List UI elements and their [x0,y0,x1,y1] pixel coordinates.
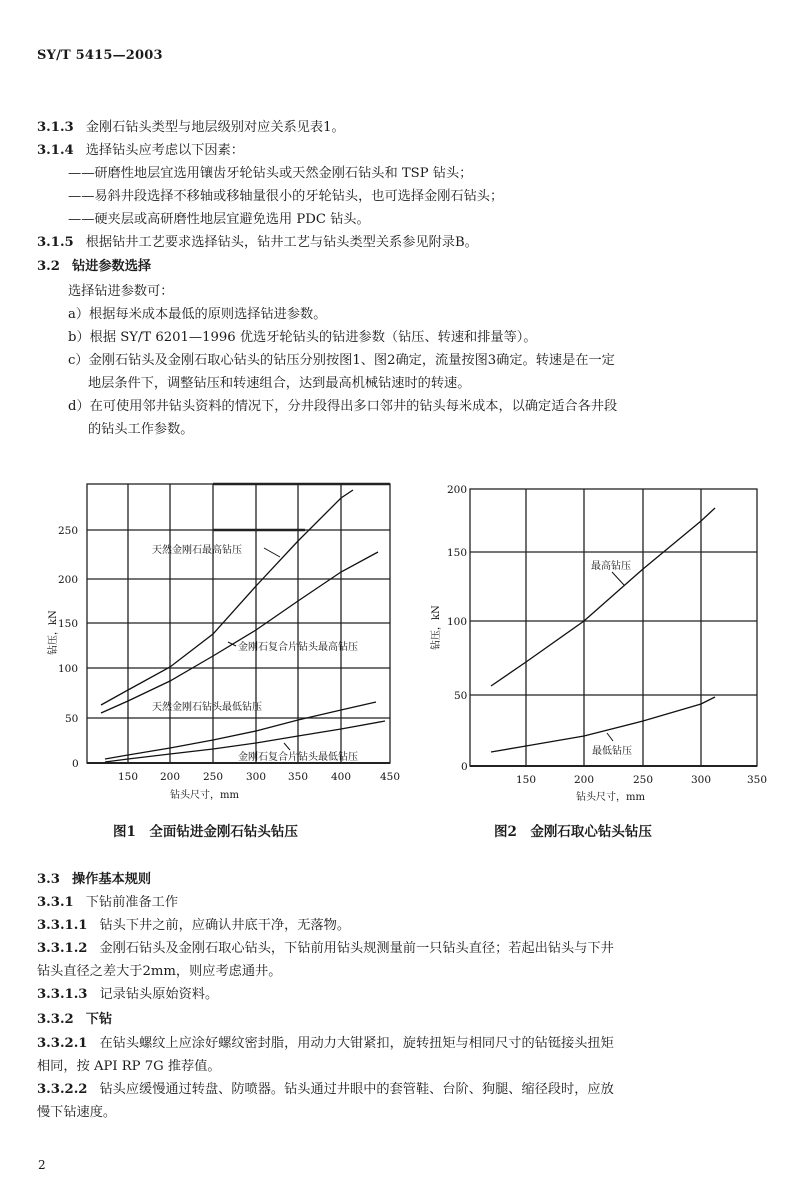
svg-text:150: 150 [58,618,79,630]
fig2-x-ticks [516,774,767,786]
item-c-cont: 地层条件下，调整钻压和转速组合，达到最高机械钻速时的转速。 [88,376,471,391]
clause-text: 选择钻头应考虑以下因素： [85,143,244,158]
clause-number: 3.1.4 [37,143,74,158]
clause-3-3-2-2-cont: 慢下钻速度。 [37,1105,117,1120]
clause-3-1-3 [37,118,345,138]
curve-core-max [491,508,715,686]
svg-text:200: 200 [58,574,79,586]
svg-text:金刚石复合片钻头最低钻压: 金刚石复合片钻头最低钻压 [238,752,358,763]
svg-text:350: 350 [288,771,309,783]
svg-text:300: 300 [691,774,712,786]
curve-natural-diamond-max [101,490,353,705]
svg-text:50: 50 [454,690,468,702]
svg-text:最高钻压: 最高钻压 [591,561,631,572]
clause-number: 3.1.3 [37,120,74,135]
fig1-x-ticks [118,771,400,783]
item-a: a）根据每米成本最低的原则选择钻进参数。 [68,307,327,322]
svg-text:100: 100 [58,663,79,675]
clause-3-3-1 [37,893,178,913]
fig2-x-label: 钻头尺寸，mm [576,792,645,803]
clause-number: 3.3.1.2 [37,941,88,956]
dash-item-2: ——易斜井段选择不移轴或移轴量很小的牙轮钻头，也可选择金刚石钻头； [68,189,504,204]
svg-text:最低钻压: 最低钻压 [592,746,632,757]
fig2-curve-labels [591,559,632,757]
clause-3-1-5 [37,233,478,253]
section-3-3-heading [37,870,151,890]
clause-3-3-2-2 [37,1080,614,1100]
svg-text:50: 50 [65,713,79,725]
dash-item-1: ——研磨性地层宜选用镶齿牙轮钻头或天然金刚石钻头和 TSP 钻头； [68,166,473,181]
clause-number: 3.3.2 [37,1012,74,1027]
clause-text: 下钻前准备工作 [85,895,179,910]
clause-3-3-1-2-cont: 钻头直径之差大于2mm，则应考虑通井。 [37,964,282,979]
section-number: 3.3 [37,872,60,887]
fig1-y-ticks [58,525,79,770]
figure-1-chart [40,470,410,805]
section-title: 操作基本规则 [71,872,152,887]
section-title: 钻进参数选择 [71,259,152,274]
clause-text: 在钻头螺纹上应涂好螺纹密封脂，用动力大钳紧扣，旋转扭矩与相同尺寸的钻铤接头扭矩 [99,1036,614,1051]
item-d: d）在可使用邻井钻头资料的情况下，分井段得出多口邻井的钻头每米成本，以确定适合各井段 [68,399,618,414]
curve-core-min [491,697,715,752]
fig2-curves [491,508,715,752]
figure-1-caption: 图1 全面钻进金刚石钻头钻压 [113,824,298,840]
clause-number: 3.3.2.1 [37,1036,88,1051]
clause-3-3-2-1-cont: 相同，按 API RP 7G 推荐值。 [37,1059,221,1074]
figure-2-chart [420,475,790,805]
svg-text:350: 350 [747,774,768,786]
svg-text:0: 0 [461,761,468,773]
svg-text:150: 150 [118,771,139,783]
clause-3-3-2 [37,1010,112,1030]
clause-text: 记录钻头原始资料。 [99,987,219,1002]
svg-text:0: 0 [72,758,79,770]
svg-text:450: 450 [380,771,401,783]
clause-3-3-2-1 [37,1034,614,1054]
clause-number: 3.3.1.3 [37,987,88,1002]
svg-text:250: 250 [203,771,224,783]
page-number: 2 [38,1158,46,1172]
clause-number: 3.3.2.2 [37,1082,88,1097]
svg-text:天然金刚石最高钻压: 天然金刚石最高钻压 [152,545,242,556]
clause-text: 下钻 [85,1012,113,1027]
svg-text:200: 200 [447,484,468,496]
clause-3-1-4 [37,141,244,161]
svg-text:250: 250 [58,525,79,537]
svg-text:250: 250 [633,774,654,786]
clause-text: 金刚石钻头及金刚石取心钻头，下钻前用钻头规测量前一只钻头直径；若起出钻头与下井 [99,941,614,956]
svg-text:400: 400 [331,771,352,783]
item-d-cont: 的钻头工作参数。 [88,422,194,437]
svg-text:天然金刚石钻头最低钻压: 天然金刚石钻头最低钻压 [152,702,262,713]
clause-3-3-1-3 [37,985,218,1005]
clause-text: 钻头下井之前，应确认井底干净，无落物。 [99,918,351,933]
clause-3-3-1-2 [37,939,614,959]
svg-text:300: 300 [246,771,267,783]
item-c: c）金刚石钻头及金刚石取心钻头的钻压分别按图1、图2确定，流量按图3确定。转速是在一定 [68,353,615,368]
clause-number: 3.3.1.1 [37,918,88,933]
svg-text:100: 100 [447,616,468,628]
section-3-2-intro: 选择钻进参数可： [68,284,174,299]
clause-3-3-1-1 [37,916,350,936]
section-number: 3.2 [37,259,60,274]
svg-text:150: 150 [516,774,537,786]
svg-text:金刚石复合片钻头最高钻压: 金刚石复合片钻头最高钻压 [238,642,358,653]
clause-number: 3.3.1 [37,895,74,910]
fig1-gridlines [87,484,390,763]
curve-pdc-max [101,552,378,713]
clause-text: 金刚石钻头类型与地层级别对应关系见表1。 [85,120,345,135]
fig1-curve-labels [152,543,358,763]
clause-number: 3.1.5 [37,235,74,250]
svg-text:200: 200 [574,774,595,786]
fig1-x-label: 钻头尺寸，mm [170,790,239,801]
fig2-y-label: 钻压，kN [431,605,442,650]
section-3-2-heading [37,257,151,277]
fig1-y-label: 钻压，kN [48,610,59,655]
dash-item-3: ——硬夹层或高研磨性地层宜避免选用 PDC 钻头。 [68,212,370,227]
svg-text:200: 200 [160,771,181,783]
fig2-gridlines [470,489,757,766]
clause-text: 钻头应缓慢通过转盘、防喷器。钻头通过井眼中的套管鞋、台阶、狗腿、缩径段时，应放 [99,1082,614,1097]
item-b: b）根据 SY/T 6201—1996 优选牙轮钻头的钻进参数（钻压、转速和排量等）。 [68,330,537,345]
figure-2-caption: 图2 金刚石取心钻头钻压 [494,824,652,840]
standard-code-header: SY/T 5415—2003 [37,48,163,63]
clause-text: 根据钻井工艺要求选择钻头，钻井工艺与钻头类型关系参见附录B。 [85,235,478,250]
fig2-y-ticks [447,484,468,773]
svg-text:150: 150 [447,547,468,559]
